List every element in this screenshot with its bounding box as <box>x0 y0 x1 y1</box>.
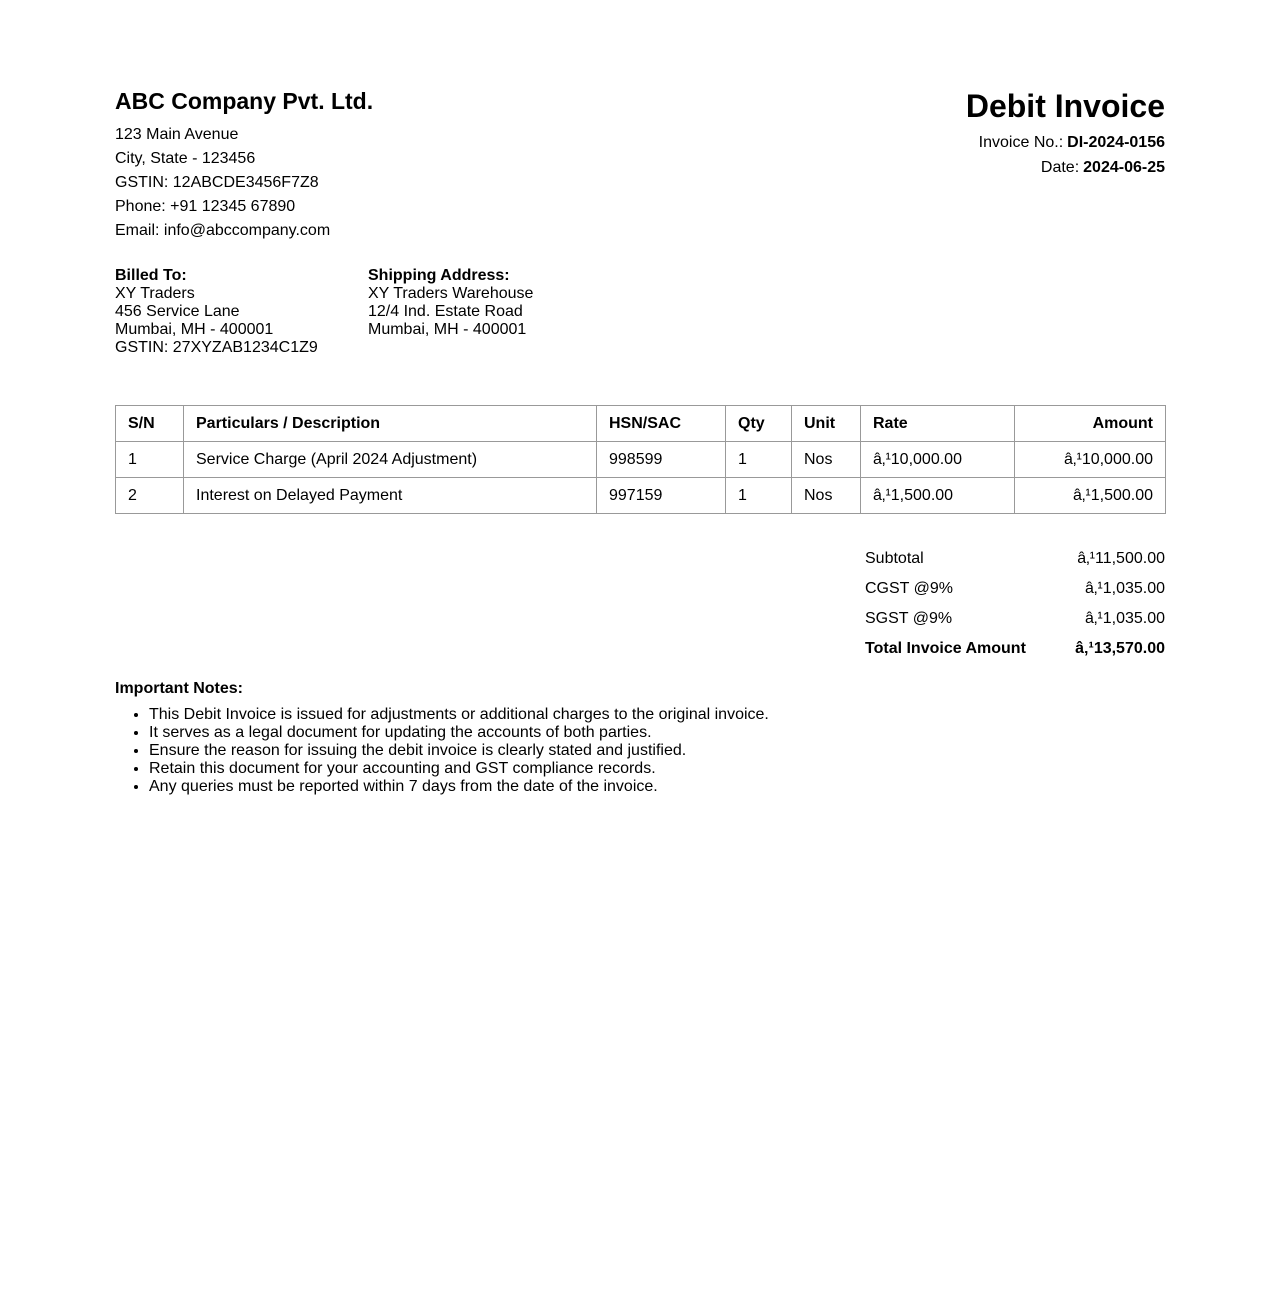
notes-heading: Important Notes: <box>115 680 243 697</box>
cell-rate: â‚¹1,500.00 <box>861 478 1015 514</box>
billed-to-line: Mumbai, MH - 400001 <box>115 321 274 338</box>
shipping-address-heading: Shipping Address: <box>368 267 510 284</box>
total-amount-row <box>865 634 1165 664</box>
sgst-row <box>865 604 1165 634</box>
note-item: • Ensure the reason for issuing the debit invoice is clearly stated and justified. <box>149 742 1165 760</box>
cell-description: Service Charge (April 2024 Adjustment) <box>184 442 597 478</box>
billed-to-block <box>115 267 368 357</box>
invoice-number-label: Invoice No.: <box>978 134 1064 151</box>
column-header-amount: Amount <box>1015 406 1166 442</box>
notes-list <box>115 706 1165 796</box>
subtotal-value: â‚¹11,500.00 <box>1077 550 1165 567</box>
cell-sn: 1 <box>116 442 184 478</box>
shipping-address-line: XY Traders Warehouse <box>368 285 534 302</box>
cell-unit: Nos <box>792 478 861 514</box>
billed-to-heading: Billed To: <box>115 267 187 284</box>
company-address-line: Phone: +91 12345 67890 <box>115 198 296 215</box>
column-header-unit: Unit <box>792 406 861 442</box>
sgst-label: SGST @9% <box>865 610 953 627</box>
invoice-number-value: DI-2024-0156 <box>1067 134 1165 151</box>
cgst-value: â‚¹1,035.00 <box>1084 580 1165 597</box>
note-item: • It serves as a legal document for updating the accounts of both parties. <box>149 724 1165 742</box>
parties-section <box>115 267 1165 357</box>
company-address <box>115 123 373 243</box>
cell-hsn-sac: 997159 <box>597 478 726 514</box>
notes-section <box>115 680 1165 796</box>
note-item: • This Debit Invoice is issued for adjustments or additional charges to the original invoice. <box>149 706 1165 724</box>
table-header-row <box>116 406 1166 442</box>
subtotal-row <box>865 544 1165 574</box>
company-address-line: GSTIN: 12ABCDE3456F7Z8 <box>115 174 319 191</box>
column-header-sn: S/N <box>116 406 184 442</box>
company-address-line: Email: info@abccompany.com <box>115 222 331 239</box>
totals-section <box>865 544 1165 664</box>
invoice-header-section <box>115 88 1165 243</box>
company-address-line: City, State - 123456 <box>115 150 256 167</box>
company-address-line: 123 Main Avenue <box>115 126 239 143</box>
cell-hsn-sac: 998599 <box>597 442 726 478</box>
company-name: ABC Company Pvt. Ltd. <box>115 88 374 114</box>
shipping-address-line: Mumbai, MH - 400001 <box>368 321 527 338</box>
cell-unit: Nos <box>792 442 861 478</box>
cell-qty: 1 <box>726 442 792 478</box>
note-item: • Retain this document for your accounting and GST compliance records. <box>149 760 1165 778</box>
shipping-address-block <box>368 267 621 357</box>
cgst-label: CGST @9% <box>865 580 953 597</box>
table-row <box>116 442 1166 478</box>
note-item: • Any queries must be reported within 7 days from the date of the invoice. <box>149 778 1165 796</box>
column-header-qty: Qty <box>726 406 792 442</box>
billed-to-line: GSTIN: 27XYZAB1234C1Z9 <box>115 339 318 356</box>
invoice-date-line <box>966 155 1165 180</box>
cell-amount: â‚¹1,500.00 <box>1015 478 1166 514</box>
shipping-address-line: 12/4 Ind. Estate Road <box>368 303 523 320</box>
cell-qty: 1 <box>726 478 792 514</box>
billed-to-line: 456 Service Lane <box>115 303 240 320</box>
cell-amount: â‚¹10,000.00 <box>1015 442 1166 478</box>
cell-rate: â‚¹10,000.00 <box>861 442 1015 478</box>
table-row <box>116 478 1166 514</box>
subtotal-label: Subtotal <box>865 550 924 567</box>
cell-description: Interest on Delayed Payment <box>184 478 597 514</box>
cgst-row <box>865 574 1165 604</box>
invoice-title-block <box>966 88 1165 180</box>
total-amount-label: Total Invoice Amount <box>865 640 1026 657</box>
column-header-description: Particulars / Description <box>184 406 597 442</box>
sgst-value: â‚¹1,035.00 <box>1084 610 1165 627</box>
total-amount-value: â‚¹13,570.00 <box>1075 640 1165 657</box>
column-header-hsn-sac: HSN/SAC <box>597 406 726 442</box>
invoice-number-line <box>966 130 1165 155</box>
company-block <box>115 88 373 243</box>
cell-sn: 2 <box>116 478 184 514</box>
billed-to-line: XY Traders <box>115 285 195 302</box>
items-table <box>115 405 1166 514</box>
invoice-date-value: 2024-06-25 <box>1083 159 1165 176</box>
invoice-date-label: Date: <box>1040 159 1080 176</box>
column-header-rate: Rate <box>861 406 1015 442</box>
invoice-title: Debit Invoice <box>965 88 1165 124</box>
